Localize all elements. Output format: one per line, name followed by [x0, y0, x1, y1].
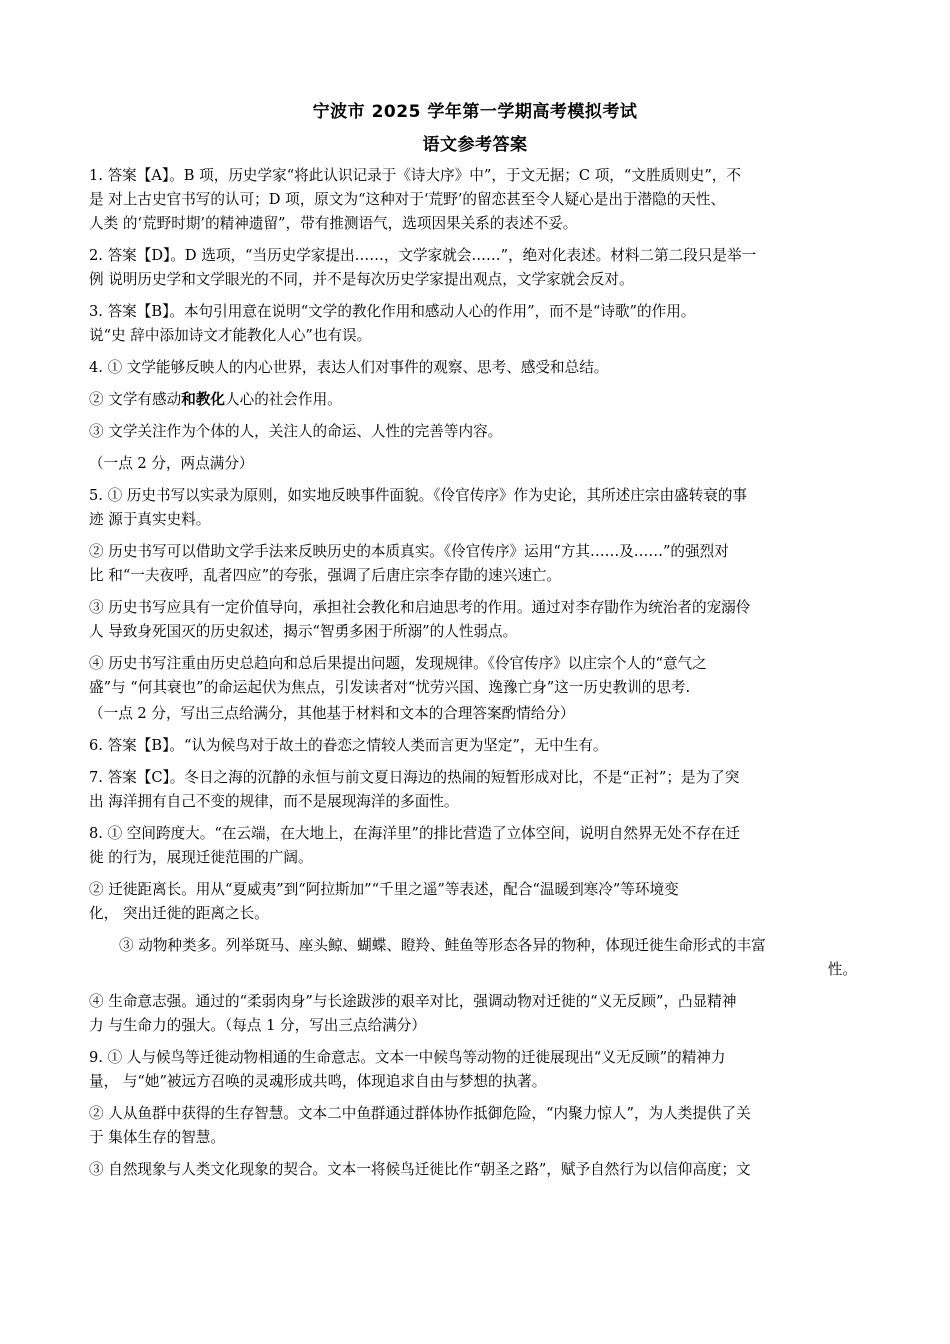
answer-line: 1. 答案【A】。B 项，历史学家“将此认识记录于《诗大序》中”，于文无据；C 项，“文胜质则史”，不: [89, 167, 741, 184]
document-title: 宁波市 2025 学年第一学期高考模拟考试: [312, 102, 638, 122]
answer-8-point-1: [89, 822, 857, 870]
answer-3: [89, 300, 857, 348]
answer-line: 比 和“一夫夜呼，乱者四应”的夸张，强调了后唐庄宗李存勖的速兴速亡。: [89, 567, 561, 584]
answer-line: 7. 答案【C】。冬日之海的沉静的永恒与前文夏日海边的热闹的短暂形成对比，不是“正衬”；是为了突: [89, 769, 740, 786]
answer-2: [89, 244, 857, 292]
answer-line: 4. ① 文学能够反映人的内心世界，表达人们对事件的观察、思考、感受和总结。: [89, 359, 609, 376]
answer-line: ③ 自然现象与人类文化现象的契合。文本一将候鸟迁徙比作“朝圣之路”，赋予自然行为以信仰高度；文: [89, 1161, 751, 1178]
answer-line: [89, 388, 857, 412]
answer-line: 8. ① 空间跨度大。“在云端，在大地上，在海洋里”的排比营造了立体空间，说明自然界无处不存在迁: [89, 825, 741, 842]
answer-8-point-3: [89, 934, 857, 982]
answer-line: 3. 答案【B】。本句引用意在说明“文学的教化作用和感动人心的作用”，而不是“诗歌”的作用。: [89, 303, 696, 320]
answer-4-point-3: [89, 420, 857, 444]
answer-4-scoring: [89, 452, 857, 476]
answer-1: [89, 164, 857, 236]
answer-line: 5. ① 历史书写以实录为原则，如实地反映事件面貌。《伶官传序》作为史论，其所述庄宗由盛转衰的事: [89, 487, 748, 504]
answer-text: 人心的社会作用。: [225, 391, 342, 408]
answer-line: ② 迁徙距离长。用从“夏威夷”到“阿拉斯加”“千里之遥”等表述，配合“温暖到寒冷”等环境变: [89, 881, 679, 898]
answer-text: ② 文学有感动: [89, 391, 182, 408]
answer-line: 量， 与“她”被远方召唤的灵魂形成共鸣，体现追求自由与梦想的执著。: [89, 1073, 547, 1090]
answer-line: 出 海洋拥有自己不变的规律，而不是展现海洋的多面性。: [89, 793, 459, 810]
answer-line: 盛”与 “何其衰也”的命运起伏为焦点，引发读者对“忧劳兴国、逸豫亡身”这一历史教训的思考.: [89, 679, 691, 696]
answer-line: （一点 2 分，两点满分）: [89, 455, 254, 472]
answer-line: （一点 2 分，写出三点给满分，其他基于材料和文本的合理答案酌情给分）: [89, 705, 575, 722]
answer-line: 6. 答案【B】。“认为候鸟对于故土的眷恋之情较人类而言更为坚定”，无中生有。: [89, 737, 608, 754]
answer-line: 徙 的行为，展现迁徙范围的广阔。: [89, 849, 313, 866]
answer-line: ③ 动物种类多。列举斑马、座头鲸、蝴蝶、瞪羚、鲑鱼等形态各异的物种，体现迁徙生命形式的丰富: [119, 937, 766, 954]
answer-line: ④ 生命意志强。通过的“柔弱肉身”与长途跋涉的艰辛对比，强调动物对迁徙的“义无反顾”，凸显精神: [89, 993, 737, 1010]
answer-5-point-2: [89, 540, 857, 588]
answer-7: [89, 766, 857, 814]
answer-5-point-4: [89, 652, 857, 700]
answer-line: ③ 历史书写应具有一定价值导向，承担社会教化和启迪思考的作用。通过对李存勖作为统治者的宠溺伶: [89, 599, 751, 616]
answer-line: ③ 文学关注作为个体的人，关注人的命运、人性的完善等内容。: [89, 423, 503, 440]
answer-line: 说“史 辞中添加诗文才能教化人心”也有误。: [89, 327, 372, 344]
answer-text-bold: 和教化: [181, 391, 225, 408]
answer-9-point-1: [89, 1046, 857, 1094]
answer-5-point-3: [89, 596, 857, 644]
answer-5-point-1: [89, 484, 857, 532]
answer-8-point-4: [89, 990, 857, 1038]
answer-line: 化， 突出迁徙的距离之长。: [89, 905, 269, 922]
answer-line: 性。: [827, 961, 857, 978]
answer-8-point-2: [89, 878, 857, 926]
document-subtitle: 语文参考答案: [422, 135, 528, 155]
answer-line: 例 说明历史学和文学眼光的不同，并不是每次历史学家提出观点，文学家就会反对。: [89, 271, 634, 288]
answer-line: ② 人从鱼群中获得的生存智慧。文本二中鱼群通过群体协作抵御危险，“内聚力惊人”，为人类提供了关: [89, 1105, 751, 1122]
answer-line: 是 对上古史官书写的认可；D 项，原文为“这种对于‘荒野’的留恋甚至令人疑心是出于潜隐的天性、: [89, 191, 726, 208]
answers-body: [89, 164, 857, 1182]
answer-line: ② 历史书写可以借助文学手法来反映历史的本质真实。《伶官传序》运用“方其……及……”的强烈对: [89, 543, 729, 560]
answer-4-point-2: [89, 388, 857, 412]
answer-line: 2. 答案【D】。D 选项，“当历史学家提出……，文学家就会……”，绝对化表述。材料二第二段只是举一: [89, 247, 757, 264]
answer-line: 于 集体生存的智慧。: [89, 1129, 225, 1146]
answer-line: 9. ① 人与候鸟等迁徙动物相通的生命意志。文本一中候鸟等动物的迁徙展现出“义无反顾”的精神力: [89, 1049, 726, 1066]
answer-line: 迹 源于真实史料。: [89, 511, 211, 528]
answer-line: 力 与生命力的强大。（每点 1 分，写出三点给满分）: [89, 1017, 426, 1034]
answer-9-point-3: [89, 1158, 857, 1182]
answer-6: [89, 734, 857, 758]
answer-5-scoring: [89, 702, 857, 726]
answer-9-point-2: [89, 1102, 857, 1150]
answer-line: 人 导致身死国灭的历史叙述，揭示“智勇多困于所溺”的人性弱点。: [89, 623, 518, 640]
answer-line: 人类 的‘荒野时期’的精神遗留”，带有推测语气，选项因果关系的表述不妥。: [89, 215, 578, 232]
answer-line: ④ 历史书写注重由历史总趋向和总后果提出问题，发现规律。《伶官传序》以庄宗个人的“意气之: [89, 655, 707, 672]
answer-4-point-1: [89, 356, 857, 380]
